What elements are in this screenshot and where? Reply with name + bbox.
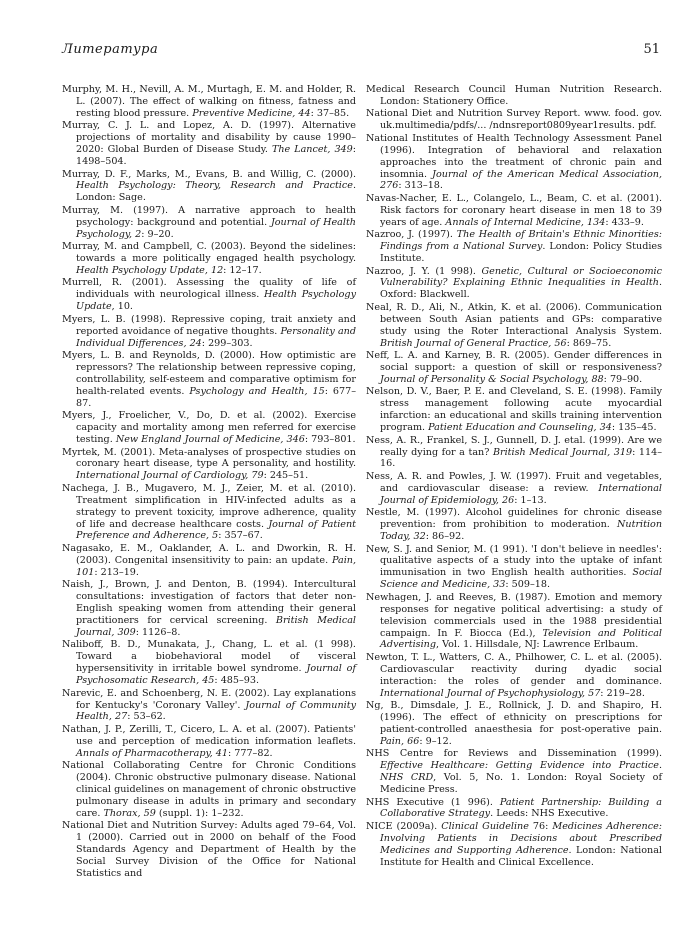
reference-entry: National Diet and Nutrition Survey: Adults aged 79–64, Vol. 1 (2000). Carried out in 2000 on behalf of the Food Standards Agency and Department of Health by the Social Survey Division of the Office for National Statistics and xyxy=(62,820,356,879)
reference-entry: Murray, M. and Campbell, C. (2003). Beyond the sidelines: towards a more politically engaged health psychology. Health Psychology Update, 12: 12–17. xyxy=(62,241,356,276)
reference-entry: Nelson, D. V., Baer, P. E. and Cleveland, S. E. (1998). Family stress management following acute myocardial infarction: an educational and skills training intervention program. Patient Education and Counseling, 34: 135–45. xyxy=(366,386,662,434)
reference-entry: NICE (2009a). Clinical Guideline 76: Medicines Adherence: Involving Patients in Decisions about Prescribed Medicines and Supporting Adherence. London: National Institute for Health and Clinical Excellence. xyxy=(366,820,662,868)
reference-entry: Nazroo, J. (1997). The Health of Britain's Ethnic Minorities: Findings from a National Survey. London: Policy Studies Institute. xyxy=(366,229,663,265)
reference-entry: NHS Executive (1 996). Patient Partnership: Building a Collaborative Strategy. Leeds: NHS Executive. xyxy=(366,796,662,820)
reference-entry: Naliboff, B. D., Munakata, J., Chang, L. et al. (1 998). Toward a biobehavioral model of visceral hypersensitivity in irritable bowel syndrome. Journal of Psychosomatic Research, 45: 485–93. xyxy=(62,639,357,687)
reference-entry: Navas-Nacher, E. L., Colangelo, L., Beam, C. et al. (2001). Risk factors for coronary heart disease in men 18 to 39 years of age. Annals of Internal Medicine, 134: 433–9. xyxy=(366,192,662,228)
reference-entry: Neff, L. A. and Karney, B. R. (2005). Gender differences in social support: a question of skill or responsiveness? Journal of Personality & Social Psychology, 88: 79–90. xyxy=(366,350,662,385)
reference-entry: National Diet and Nutrition Survey Report. www. food. gov. uk.multimedia/pdfs/... /ndnsreport0809year1results. pdf. xyxy=(366,108,662,132)
reference-entry: Nazroo, J. Y. (1 998). Genetic, Cultural or Socioeconomic Vulnerability? Explaining Ethnic Inequalities in Health. Oxford: Blackwell. xyxy=(366,265,662,301)
reference-entry: Newton, T. L., Watters, C. A., Philhower, C. L. et al. (2005). Cardiovascular reactivity during dyadic social interaction: the roles of gender and dominance. International Journal of Psychophysiology, 57: 219–28. xyxy=(366,651,662,699)
reference-entry: NHS Centre for Reviews and Dissemination (1999). Effective Healthcare: Getting Evidence into Practice. NHS CRD, Vol. 5, No. 1. London: Royal Society of Medicine Press. xyxy=(366,748,663,796)
reference-entry: Myers, J., Froelicher, V., Do, D. et al. (2002). Exercise capacity and mortality among men referred for exercise testing. New England Journal of Medicine, 346: 793–801. xyxy=(62,410,356,446)
reference-entry: Nestle, M. (1997). Alcohol guidelines for chronic disease prevention: from prohibition to moderation. Nutrition Today, 32: 86–92. xyxy=(366,507,662,543)
reference-entry: Ness, A. R. and Powles, J. W. (1997). Fruit and vegetables, and cardiovascular disease: a review. International Journal of Epidemiology, 26: 1–13. xyxy=(366,470,662,506)
reference-entry: Myers, L. B. (1998). Repressive coping, trait anxiety and reported avoidance of negative thoughts. Personality and Individual Differences, 24: 299–303. xyxy=(62,313,356,349)
references-column-left xyxy=(62,84,356,881)
reference-entry: Naish, J., Brown, J. and Denton, B. (1994). Intercultural consultations: investigation of factors that deter non-English speaking women from attending their general practitioners for cervical screening. British Medical Journal, 309: 1126–8. xyxy=(62,579,356,638)
reference-entry: Murray, C. J. L. and Lopez, A. D. (1997). Alternative projections of mortality and disability by cause 1990–2020: Global Burden of Disease Study. The Lancet, 349: 1498–504. xyxy=(62,120,356,168)
reference-entry: Narevic, E. and Schoenberg, N. E. (2002). Lay explanations for Kentucky's 'Coronary Valley'. Journal of Community Health, 27: 53–62. xyxy=(62,687,356,723)
reference-entry: New, S. J. and Senior, M. (1 991). 'I don't believe in needles': qualitative aspects of a study into the uptake of infant immunisation in two English health authorities. Social Science and Medicine, 33: 509–18. xyxy=(366,543,662,591)
reference-entry: Myers, L. B. and Reynolds, D. (2000). How optimistic are repressors? The relationship between repressive coping, controllability, self-esteem and comparative optimism for health-related events. Psychology and Health, 15: 677–87. xyxy=(62,350,356,409)
running-header xyxy=(62,42,660,62)
reference-entry: Murphy, M. H., Nevill, A. M., Murtagh, E. M. and Holder, R. L. (2007). The effect of walking on fitness, fatness and resting blood pressure. Preventive Medicine, 44: 37–85. xyxy=(62,84,356,119)
reference-entry: Nachega, J. B., Mugavero, M. J., Zeier, M. et al. (2010). Treatment simplification in HIV-infected adults as a strategy to prevent toxicity, improve adherence, quality of life and decrease healthcare costs. Journal of Patient Preference and Adherence, 5: 357–67. xyxy=(62,482,356,542)
reference-entry: Ness, A. R., Frankel, S. J., Gunnell, D. J. etal. (1999). Are we really dying for a tan? British Medical Journal, 319: 114–16. xyxy=(366,434,662,470)
reference-entry: Murray, M. (1997). A narrative approach to health psychology: background and potential. Journal of Health Psychology, 2: 9–20. xyxy=(62,204,356,240)
section-title: Литература xyxy=(62,42,159,57)
reference-entry: Murray, D. F., Marks, M., Evans, B. and Willig, C. (2000). Health Psychology: Theory, Research and Practice. London: Sage. xyxy=(62,168,356,204)
references-column-right xyxy=(366,84,662,869)
reference-entry: Nagasako, E. M., Oaklander, A. L. and Dworkin, R. H. (2003). Congenital insensitivity to pain: an update. Pain, 101: 213–19. xyxy=(62,542,356,578)
reference-entry: Ng, B., Dimsdale, J. E., Rollnick, J. D. and Shapiro, H. (1996). The effect of ethnicity on prescriptions for patient-controlled anaesthesia for post-operative pain. Pain, 66: 9–12. xyxy=(366,700,662,747)
page-number: 51 xyxy=(643,42,660,57)
reference-entry: Neal, R. D., Ali, N., Atkin, K. et al. (2006). Communication between South Asian patients and GPs: comparative study using the Roter Interactional Analysis System. British Journal of General Practice, 56: 869–75. xyxy=(366,301,662,349)
reference-entry: Murrell, R. (2001). Assessing the quality of life of individuals with neurological illness. Health Psychology Update, 10. xyxy=(62,277,356,313)
reference-entry: Nathan, J. P., Zerilli, T., Cicero, L. A. et al. (2007). Patients' use and perception of medication information leaflets. Annals of Pharmacotherapy, 41: 777–82. xyxy=(62,723,356,759)
reference-entry: National Collaborating Centre for Chronic Conditions (2004). Chronic obstructive pulmonary disease. National clinical guidelines on management of chronic obstructive pulmonary disease in adults in primary and secondary care. Thorax, 59 (suppl. 1): 1–232. xyxy=(62,760,356,819)
reference-entry: Myrtek, M. (2001). Meta-analyses of prospective studies on coronary heart disease, type A personality, and hostility. International Journal of Cardiology, 79: 245–51. xyxy=(62,446,356,482)
reference-entry: Newhagen, J. and Reeves, B. (1987). Emotion and memory responses for negative political advertising: a study of television commercials used in the 1988 presidential campaign. In F. Biocca (Ed.), Television and Political Advertising, Vol. 1. Hillsdale, NJ: Lawrence Erlbaum. xyxy=(366,591,662,651)
reference-entry: Medical Research Council Human Nutrition Research. London: Stationery Office. xyxy=(366,84,662,107)
reference-entry: National Institutes of Health Technology Assessment Panel (1996). Integration of behavioral and relaxation approaches into the treatment of chronic pain and insomnia. Journal of the American Medical Association, 276: 313–18. xyxy=(366,132,662,192)
